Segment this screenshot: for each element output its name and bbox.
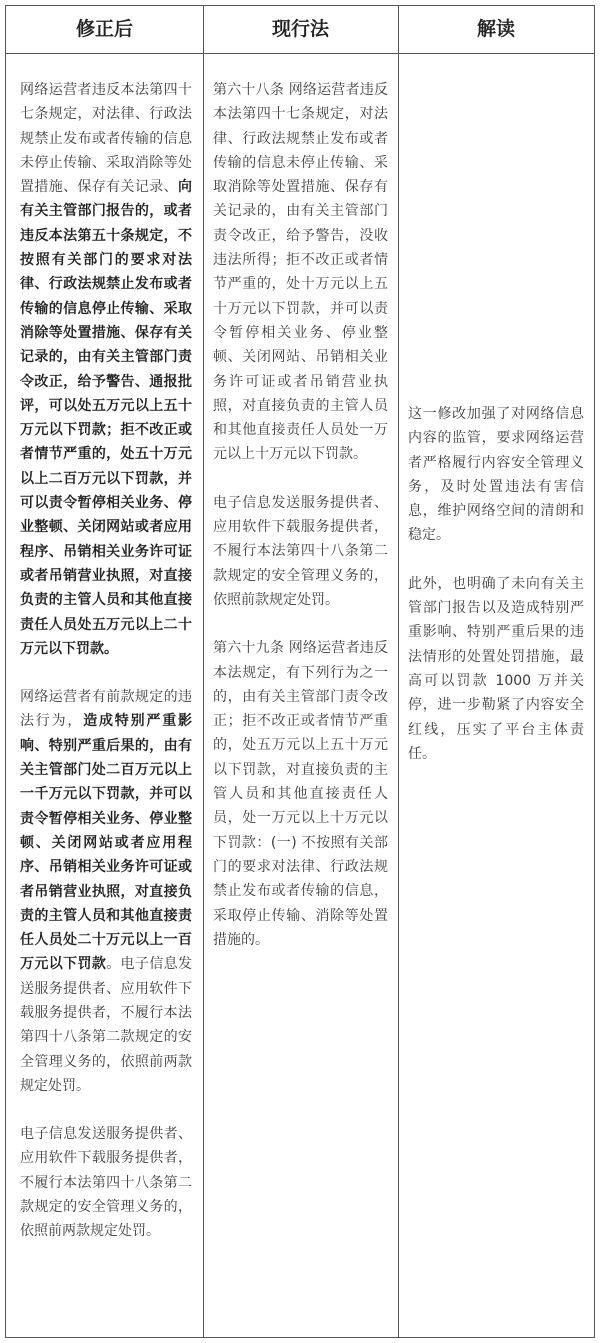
table-header-row: [6, 6, 594, 54]
amended-paragraph-1: 网络运营者违反本法第四十七条规定，对法律、行政法规禁止发布或者传输的信息未停止传输、采取消除等处置措施、保存有关记录、向有关主管部门报告的，或者违反本法第五十条规定，不按照有关部门的要求对法律、行政法规禁止发布或者传输的信息停止传输、采取消除等处置措施、保存有关记录的，由有关主管部门责令改正，给予警告、通报批评，可以处五万元以上五十万元以下罚款；拒不改正或者情节严重的，处五十万元以上二百万元以下罚款，并可以责令暂停相关业务、停业整顿、关闭网站或者应用程序、吊销相关业务许可证或者吊销营业执照，对直接负责的主管人员和其他直接责任人员处五万元以上二十万元以下罚款。: [20, 82, 192, 657]
interpretation-paragraph-2: 此外，也明确了未向有关主管部门报告以及造成特别严重影响、特别严重后果的违法情形的处置处罚措施，最高可以罚款 1000 万并关停，进一步勒紧了内容安全红线，压实了平台主体责任。: [408, 575, 584, 762]
comparison-table: [5, 5, 595, 1338]
header-current: 现行法: [271, 18, 329, 40]
current-paragraph-1: 第六十八条 网络运营者违反本法第四十七条规定，对法律、行政法规禁止发布或者传输的信息未停止传输、采取消除等处置措施、保存有关记录的，由有关主管部门责令改正，给予警告，没收违法所得；拒不改正或者情节严重的，处十万元以上五十万元以下罚款，并可以责令暂停相关业务、停业整顿、关闭网站、吊销相关业务许可证或者吊销营业执照，对直接负责的主管人员和其他直接责任人员处一万元以上十万元以下罚款。: [213, 82, 388, 463]
current-paragraph-3: 第六十九条 网络运营者违反本法规定，有下列行为之一的，由有关主管部门责令改正；拒不改正或者情节严重的，处五万元以上五十万元以下罚款，对直接负责的主管人员和其他直接责任人员，处一万元以上十万元以下罚款：(一) 不按照有关部门的要求对法律、行政法规禁止发布或者传输的信息，采取停止传输、消除等处置措施的。: [213, 640, 388, 948]
header-amended: 修正后: [75, 18, 133, 40]
amended-paragraph-3: 电子信息发送服务提供者、应用软件下载服务提供者，不履行本法第四十八条第二款规定的安全管理义务的，依照前两款规定处罚。: [20, 1126, 192, 1240]
column-divider: [398, 6, 399, 1337]
amended-column: [20, 78, 192, 1244]
interpretation-paragraph-1: 这一修改加强了对网络信息内容的监管，要求网络运营者严格履行内容安全管理义务，及时处置违法有害信息，维护网络空间的清朗和稳定。: [408, 406, 584, 544]
interpretation-column: [408, 402, 584, 766]
header-interpretation: 解读: [476, 18, 515, 40]
column-divider: [203, 6, 204, 1337]
current-column: [213, 78, 388, 952]
current-paragraph-2: 电子信息发送服务提供者、应用软件下载服务提供者，不履行本法第四十八条第二款规定的安全管理义务的，依照前款规定处罚。: [213, 494, 388, 608]
amended-paragraph-2: 网络运营者有前款规定的违法行为，造成特别严重影响、特别严重后果的，由有关主管部门处二百万元以上一千万元以下罚款，并可以责令暂停相关业务、停业整顿、关闭网站或者应用程序、吊销相关业务许可证或者吊销营业执照，对直接负责的主管人员和其他直接责任人员处二十万元以上一百万元以下罚款。电子信息发送服务提供者、应用软件下载服务提供者，不履行本法第四十八条第二款规定的安全管理义务的，依照前两款规定处罚。: [20, 689, 193, 1094]
